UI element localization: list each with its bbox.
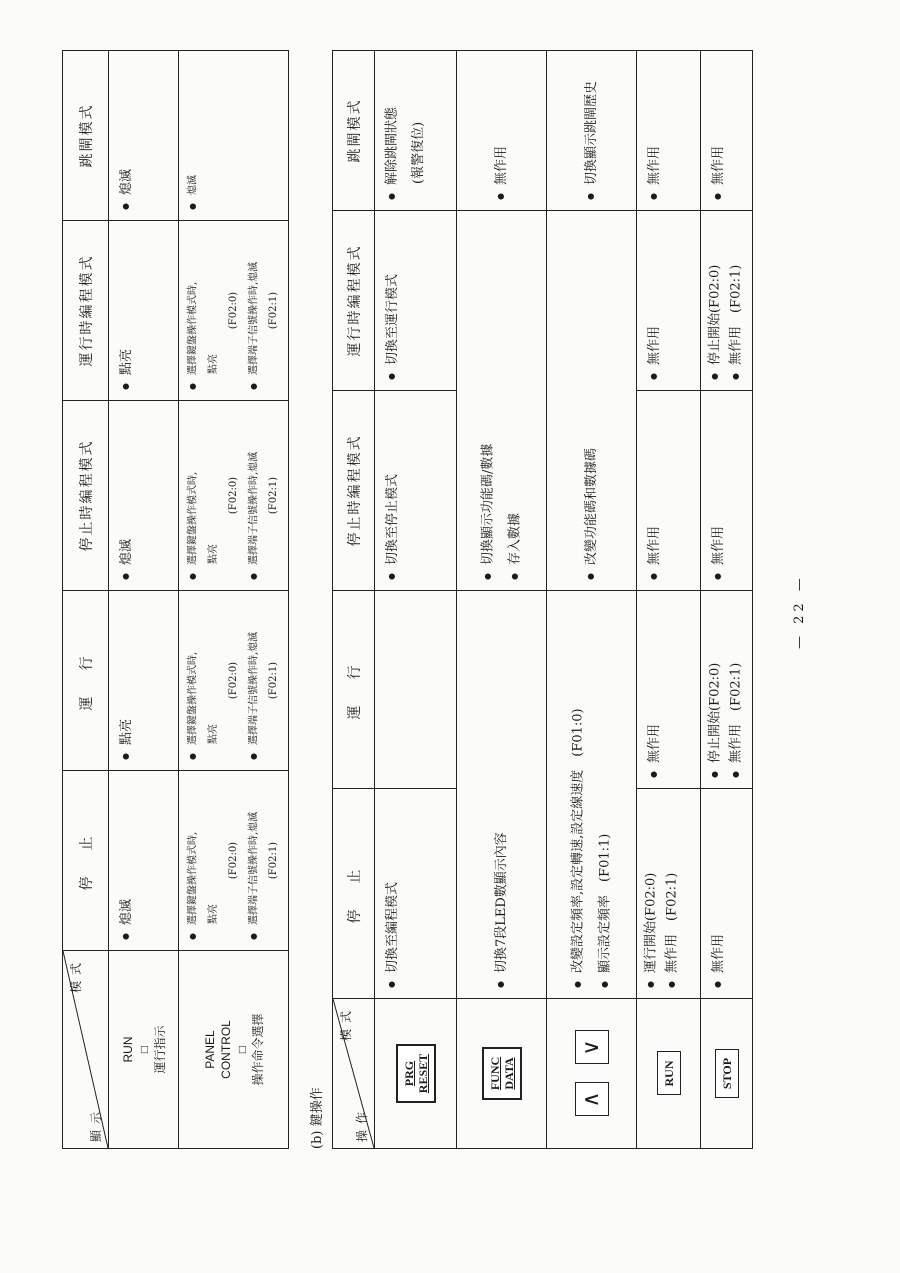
- stop-prog-stop-action: ● 無作用: [711, 526, 726, 580]
- arrows-trip-action: ● 切換顯示跳閘歷史: [584, 81, 599, 200]
- indicator-table: [62, 50, 289, 1149]
- run-prog-stop-action: ● 無作用: [647, 526, 662, 580]
- panel-control-prog-run: ● 選擇鍵盤操作模式時, 點亮 (F02:0) ● 選擇端子信號操作時,熄滅 (F02:1): [179, 221, 289, 401]
- table1-col-trip: 跳閘模式: [63, 51, 109, 221]
- up-arrow-key-icon: ∧: [575, 1083, 609, 1117]
- table2-op-label: 操作: [355, 1105, 369, 1142]
- func-data-key: FUNC DATA: [482, 1047, 522, 1100]
- run-indicator-label: RUN □ 運行指示: [109, 951, 179, 1149]
- table1-col-prog-run: 運行時編程模式: [63, 221, 109, 401]
- stop-stop-action: ● 無作用: [711, 934, 726, 988]
- run-key: RUN: [657, 1052, 681, 1096]
- run-indicator-stop: ● 熄滅: [119, 899, 134, 940]
- run-indicator-run: ● 點亮: [119, 719, 134, 760]
- panel-control-stop: ● 選擇鍵盤操作模式時, 點亮 (F02:0) ● 選擇端子信號操作時,熄滅 (F02:1): [179, 771, 289, 951]
- table1-mode-label: 模式: [69, 957, 83, 994]
- table2-col-trip: 跳閘模式: [333, 51, 375, 211]
- table2-col-stop: 停 止: [333, 789, 375, 999]
- panel-control-run: ● 選擇鍵盤操作模式時, 點亮 (F02:0) ● 選擇端子信號操作時,熄滅 (F02:1): [179, 591, 289, 771]
- section-caption: (b) 鍵操作: [310, 1087, 325, 1149]
- prg-prog-stop-action: ● 切換至停止模式: [385, 474, 400, 580]
- func-trip-action: ● 無作用: [494, 146, 509, 200]
- stop-trip-action: ● 無作用: [711, 146, 726, 200]
- arrows-prog-action: ● 改變功能碼和數據碼: [584, 448, 599, 580]
- func-stop-run-action: ● 切換7段LED數顯示內容: [494, 832, 509, 988]
- run-indicator-prog-stop: ● 熄滅: [119, 539, 134, 580]
- panel-control-prog-stop: ● 選擇鍵盤操作模式時, 點亮 (F02:0) ● 選擇端子信號操作時,熄滅 (F02:1): [179, 401, 289, 591]
- key-operation-table: [332, 50, 753, 1149]
- down-arrow-key-icon: ∨: [575, 1031, 609, 1065]
- table1-col-prog-stop: 停止時編程模式: [63, 401, 109, 591]
- table2-mode-label: 模式: [339, 1005, 353, 1042]
- table1-col-run: 運 行: [63, 591, 109, 771]
- prg-trip-action: ● 解除跳閘狀態 (報警復位): [375, 51, 457, 211]
- run-trip-action: ● 無作用: [647, 146, 662, 200]
- prg-reset-key: PRG RESET: [396, 1044, 436, 1103]
- prg-run-action: [375, 591, 457, 789]
- run-prog-run-action: ● 無作用: [647, 326, 662, 380]
- run-indicator-trip: ● 熄滅: [119, 169, 134, 210]
- table2-corner-header: [333, 999, 375, 1149]
- panel-control-trip: ● 熄滅: [179, 51, 289, 221]
- func-prog-action: ● 切換顯示功能碼/數據 ● 存入數據: [457, 211, 547, 591]
- stop-run-action: ● 停止開始(F02:0) ● 無作用 (F02:1): [701, 591, 753, 789]
- prg-stop-action: ● 切換至編程模式: [385, 882, 400, 988]
- table1-col-stop: 停 止: [63, 771, 109, 951]
- run-run-action: ● 無作用: [647, 724, 662, 778]
- stop-key: STOP: [715, 1049, 739, 1098]
- table2-col-prog-stop: 停止時編程模式: [333, 391, 375, 591]
- page-number: — 22 —: [792, 574, 807, 649]
- run-indicator-prog-run: ● 點亮: [119, 349, 134, 390]
- stop-prog-run-action: ● 停止開始(F02:0) ● 無作用 (F02:1): [701, 211, 753, 391]
- panel-control-label: PANEL CONTROL □ 操作命令選擇: [179, 951, 289, 1149]
- arrows-stop-run-action: ● 改變設定頻率,設定轉速,設定線速度 (F01:0) ● 顯示設定頻率 (F01:1): [547, 591, 637, 999]
- table2-col-prog-run: 運行時編程模式: [333, 211, 375, 391]
- table1-corner-header: [63, 951, 109, 1149]
- prg-prog-run-action: ● 切換至運行模式: [385, 274, 400, 380]
- table1-display-label: 顯示: [89, 1105, 103, 1142]
- table2-col-run: 運 行: [333, 591, 375, 789]
- run-stop-action: ● 運行開始(F02:0) ● 無作用 (F02:1): [637, 789, 701, 999]
